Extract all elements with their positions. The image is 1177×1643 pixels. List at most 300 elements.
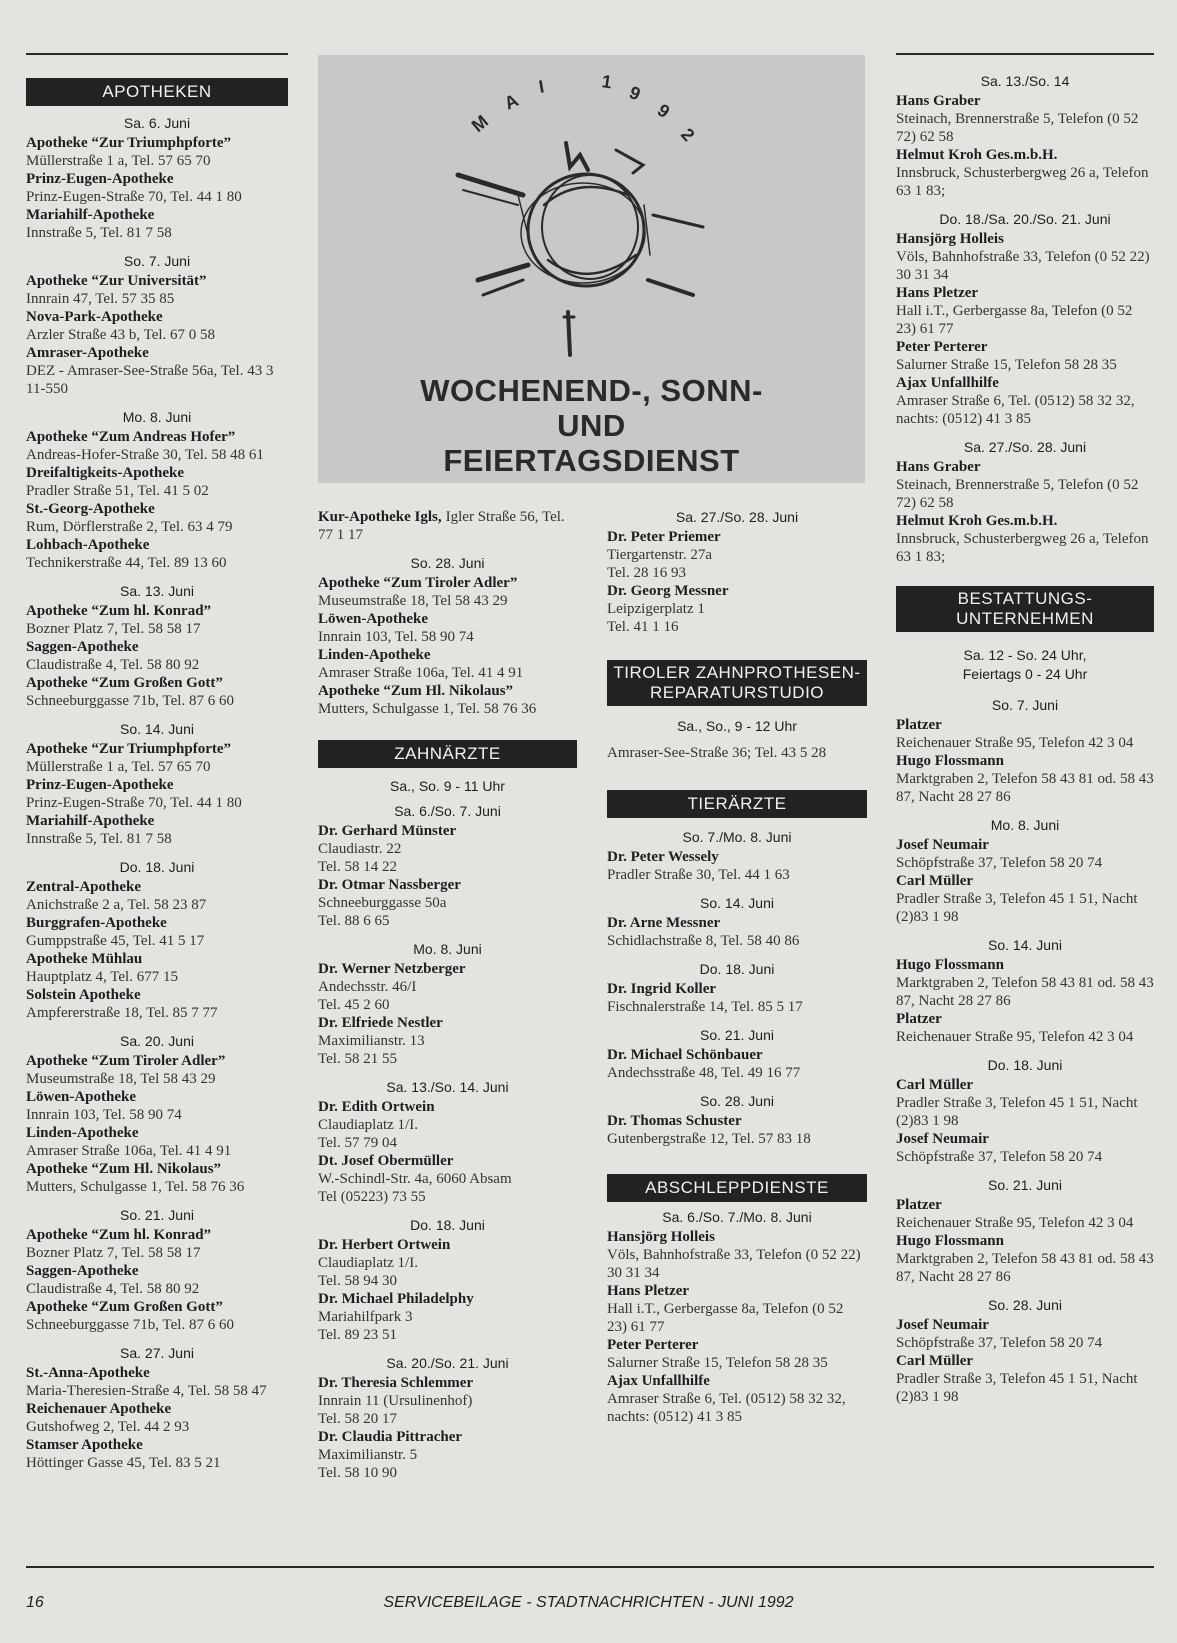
- entry-address: Ampfererstraße 18, Tel. 85 7 77: [26, 1005, 218, 1021]
- list-item: [26, 1226, 288, 1262]
- entry-name: Apotheke “Zum Großen Gott”: [26, 1299, 223, 1315]
- entry-name: Platzer: [896, 1011, 942, 1027]
- svg-text:9: 9: [626, 82, 644, 105]
- entry-address: Reichenauer Straße 95, Telefon 42 3 04: [896, 1215, 1134, 1231]
- entry-name: Apotheke “Zur Universität”: [26, 273, 207, 289]
- list-item: [26, 986, 288, 1022]
- list-item: [607, 1282, 867, 1336]
- entry-address: Hall i.T., Gerbergasse 8a, Telefon (0 52 23) 61 77: [607, 1301, 844, 1335]
- entry-name: Carl Müller: [896, 1353, 974, 1369]
- date-heading: Sa. 13. Juni: [120, 583, 194, 599]
- list-item: [896, 1076, 1154, 1130]
- entry-address: Hauptplatz 4, Tel. 677 15: [26, 969, 178, 985]
- entry-name: Ajax Unfallhilfe: [607, 1373, 710, 1389]
- entry-address: Andreas-Hofer-Straße 30, Tel. 58 48 61: [26, 447, 264, 463]
- list-item: [26, 344, 288, 398]
- entry-name: Helmut Kroh Ges.m.b.H.: [896, 147, 1058, 163]
- entry-address: Amraser Straße 106a, Tel. 41 4 91: [318, 665, 524, 681]
- entry-name: Apotheke “Zum Hl. Nikolaus”: [26, 1161, 222, 1177]
- zahnaerzte-hours: Sa., So. 9 - 11 Uhr: [390, 778, 505, 794]
- date-heading: Sa. 27. Juni: [120, 1345, 194, 1361]
- entry-name: Löwen-Apotheke: [318, 611, 429, 627]
- list-item: [896, 458, 1154, 512]
- entry-address: Höttinger Gasse 45, Tel. 83 5 21: [26, 1455, 221, 1471]
- date-group: [318, 1216, 577, 1344]
- date-group: [896, 72, 1154, 200]
- zahnprothesen-header-line-1: TIROLER ZAHNPROTHESEN-: [613, 663, 861, 682]
- list-item: [26, 464, 288, 500]
- list-item: [26, 308, 288, 344]
- list-item: [26, 1436, 288, 1472]
- tieraerzte-list: [607, 828, 867, 1148]
- date-group: [26, 252, 288, 398]
- list-item: [26, 1400, 288, 1436]
- list-item: [26, 914, 288, 950]
- apotheken-list: [26, 114, 288, 1472]
- bestattung-header-line-2: UNTERNEHMEN: [956, 609, 1094, 628]
- list-item: [896, 1316, 1154, 1352]
- banner-title-line-3: FEIERTAGSDIENST: [443, 443, 740, 478]
- list-item: [26, 878, 288, 914]
- entry-address: Prinz-Eugen-Straße 70, Tel. 44 1 80: [26, 795, 242, 811]
- entry-address: Amraser Straße 6, Tel. (0512) 58 32 32, nachts: (0512) 41 3 85: [896, 393, 1135, 427]
- date-heading: Mo. 8. Juni: [122, 409, 192, 425]
- date-group: [26, 408, 288, 572]
- entry-address: Marktgraben 2, Telefon 58 43 81 od. 58 43 87, Nacht 28 27 86: [896, 1251, 1154, 1285]
- entry-address: Andechsstraße 48, Tel. 49 16 77: [607, 1065, 801, 1081]
- entry-address: Claudiaplatz 1/I. Tel. 58 94 30: [318, 1255, 418, 1289]
- list-item: [26, 674, 288, 710]
- entry-name: Carl Müller: [896, 1077, 974, 1093]
- entry-address: Bozner Platz 7, Tel. 58 58 17: [26, 621, 201, 637]
- date-group: [607, 1092, 867, 1148]
- entry-address: Steinach, Brennerstraße 5, Telefon (0 52 72) 62 58: [896, 477, 1139, 511]
- entry-address: Salurner Straße 15, Telefon 58 28 35: [896, 357, 1117, 373]
- entry-name: Prinz-Eugen-Apotheke: [26, 171, 174, 187]
- list-item: [318, 682, 577, 718]
- date-group: [896, 210, 1154, 428]
- entry-name: Hugo Flossmann: [896, 1233, 1004, 1249]
- entry-name: Apotheke “Zur Triumphpforte”: [26, 135, 232, 151]
- entry-address: Gumppstraße 45, Tel. 41 5 17: [26, 933, 205, 949]
- date-heading: Do. 18./Sa. 20./So. 21. Juni: [939, 211, 1111, 227]
- apotheken-list-continued: [318, 554, 577, 718]
- entry-address: Amraser Straße 6, Tel. (0512) 58 32 32, nachts: (0512) 41 3 85: [607, 1391, 846, 1425]
- entry-address: Schneeburggasse 71b, Tel. 87 6 60: [26, 1317, 234, 1333]
- list-item: [896, 1352, 1154, 1406]
- entry-address: Technikerstraße 44, Tel. 89 13 60: [26, 555, 227, 571]
- entry-address: W.-Schindl-Str. 4a, 6060 Absam Tel (05223) 73 55: [318, 1171, 512, 1205]
- date-heading: Sa. 13./So. 14. Juni: [386, 1079, 509, 1095]
- entry-address: Claudistraße 4, Tel. 58 80 92: [26, 657, 200, 673]
- date-group: [607, 960, 867, 1016]
- entry-address: Mutters, Schulgasse 1, Tel. 58 76 36: [26, 1179, 245, 1195]
- list-item: [318, 574, 577, 610]
- bestattung-list: [896, 696, 1154, 1406]
- entry-address: Claudiastr. 22 Tel. 58 14 22: [318, 841, 402, 875]
- date-heading: Sa. 27./So. 28. Juni: [963, 439, 1087, 455]
- entry-name: Dr. Werner Netzberger: [318, 961, 466, 977]
- entry-address: Schöpfstraße 37, Telefon 58 20 74: [896, 1335, 1103, 1351]
- list-item: [896, 836, 1154, 872]
- entry-address: Tiergartenstr. 27a Tel. 28 16 93: [607, 547, 712, 581]
- list-item: [607, 1372, 867, 1426]
- date-group: [896, 696, 1154, 806]
- column-zahnaerzte: [318, 508, 577, 1492]
- column-tieraerzte: [607, 508, 867, 1436]
- entry-name: Hans Pletzer: [607, 1283, 690, 1299]
- entry-address: Reichenauer Straße 95, Telefon 42 3 04: [896, 1029, 1134, 1045]
- entry-address: Innstraße 5, Tel. 81 7 58: [26, 225, 172, 241]
- list-item: [896, 230, 1154, 284]
- entry-address: Völs, Bahnhofstraße 33, Telefon (0 52 22) 30 31 34: [896, 249, 1150, 283]
- entry-address: Arzler Straße 43 b, Tel. 67 0 58: [26, 327, 216, 343]
- entry-name: Dr. Michael Philadelphy: [318, 1291, 474, 1307]
- entry-address: Pradler Straße 3, Telefon 45 1 51, Nacht (2)83 1 98: [896, 891, 1138, 925]
- list-item: [896, 752, 1154, 806]
- entry-name: Dt. Josef Obermüller: [318, 1153, 454, 1169]
- entry-name: Amraser-Apotheke: [26, 345, 149, 361]
- entry-name: Hugo Flossmann: [896, 957, 1004, 973]
- entry-address: Innsbruck, Schusterbergweg 26 a, Telefon 63 1 83;: [896, 531, 1149, 565]
- top-rule-left: [26, 53, 288, 55]
- entry-name: Stamser Apotheke: [26, 1437, 143, 1453]
- list-item: [26, 1262, 288, 1298]
- entry-name: Nova-Park-Apotheke: [26, 309, 163, 325]
- entry-address: Salurner Straße 15, Telefon 58 28 35: [607, 1355, 828, 1371]
- logo-text: MAI 1992: [318, 55, 323, 56]
- entry-address: Innstraße 5, Tel. 81 7 58: [26, 831, 172, 847]
- list-item: [26, 776, 288, 812]
- bestattung-hours: [896, 646, 1154, 684]
- entry-address: Gutshofweg 2, Tel. 44 2 93: [26, 1419, 190, 1435]
- entry-address: Schneeburggasse 50a Tel. 88 6 65: [318, 895, 447, 929]
- entry-name: Saggen-Apotheke: [26, 1263, 139, 1279]
- entry-name: Lohbach-Apotheke: [26, 537, 150, 553]
- list-item: [26, 536, 288, 572]
- list-item: [26, 1088, 288, 1124]
- list-item: [896, 1130, 1154, 1166]
- bottom-rule: [26, 1566, 1154, 1568]
- list-item: [607, 914, 867, 950]
- list-item: [896, 512, 1154, 566]
- entry-name: Linden-Apotheke: [318, 647, 431, 663]
- svg-text:A: A: [501, 90, 522, 114]
- entry-name: Kur-Apotheke Igls,: [318, 509, 442, 525]
- entry-address: Museumstraße 18, Tel 58 43 29: [26, 1071, 216, 1087]
- date-heading: Sa. 20. Juni: [120, 1033, 194, 1049]
- entry-name: Apotheke “Zum Tiroler Adler”: [26, 1053, 226, 1069]
- date-group: [26, 582, 288, 710]
- date-heading: So. 28. Juni: [988, 1297, 1062, 1313]
- entry-address: Maximilianstr. 13 Tel. 58 21 55: [318, 1033, 425, 1067]
- entry-name: Josef Neumair: [896, 1317, 989, 1333]
- list-item: [318, 1014, 577, 1068]
- list-item: [26, 134, 288, 170]
- entry-name: St.-Anna-Apotheke: [26, 1365, 150, 1381]
- entry-address: Hall i.T., Gerbergasse 8a, Telefon (0 52 23) 61 77: [896, 303, 1133, 337]
- list-item: [26, 950, 288, 986]
- banner-title-line-2: UND: [557, 408, 626, 443]
- entry-address: Schöpfstraße 37, Telefon 58 20 74: [896, 1149, 1103, 1165]
- entry-name: Hansjörg Holleis: [607, 1229, 715, 1245]
- entry-name: Reichenauer Apotheke: [26, 1401, 172, 1417]
- date-heading: Do. 18. Juni: [410, 1217, 485, 1233]
- date-group: [607, 1026, 867, 1082]
- list-item: [318, 1236, 577, 1290]
- entry-name: Dr. Herbert Ortwein: [318, 1237, 451, 1253]
- entry-address: Anichstraße 2 a, Tel. 58 23 87: [26, 897, 207, 913]
- list-item: [318, 822, 577, 876]
- zahnaerzte-list-continued: [607, 508, 867, 636]
- entry-name: Ajax Unfallhilfe: [896, 375, 999, 391]
- date-group: [318, 554, 577, 718]
- entry-name: Josef Neumair: [896, 1131, 989, 1147]
- entry-name: Zentral-Apotheke: [26, 879, 141, 895]
- entry-name: Hansjörg Holleis: [896, 231, 1004, 247]
- date-heading: Sa. 20./So. 21. Juni: [386, 1355, 509, 1371]
- entry-name: Dreifaltigkeits-Apotheke: [26, 465, 185, 481]
- zahnprothesen-address: Amraser-See-Straße 36; Tel. 43 5 28: [607, 745, 827, 761]
- section-header-abschleppdienste: ABSCHLEPPDIENSTE: [607, 1174, 867, 1202]
- top-rule-right: [896, 53, 1154, 55]
- entry-name: Apotheke “Zum hl. Konrad”: [26, 1227, 212, 1243]
- list-item: [607, 1336, 867, 1372]
- entry-address: Marktgraben 2, Telefon 58 43 81 od. 58 43 87, Nacht 28 27 86: [896, 771, 1154, 805]
- list-item: [607, 582, 867, 636]
- list-item: [26, 1298, 288, 1334]
- entry-address: Schidlachstraße 8, Tel. 58 40 86: [607, 933, 800, 949]
- list-item: [896, 284, 1154, 338]
- date-group: [26, 1344, 288, 1472]
- entry-address: Museumstraße 18, Tel 58 43 29: [318, 593, 508, 609]
- entry-name: Hans Graber: [896, 459, 981, 475]
- date-heading: So. 14. Juni: [700, 895, 774, 911]
- list-item: [607, 848, 867, 884]
- entry-name: Platzer: [896, 1197, 942, 1213]
- entry-address: Innsbruck, Schusterbergweg 26 a, Telefon 63 1 83;: [896, 165, 1149, 199]
- entry-name: Apotheke Mühlau: [26, 951, 143, 967]
- date-heading: So. 21. Juni: [700, 1027, 774, 1043]
- entry-address: Innrain 11 (Ursulinenhof) Tel. 58 20 17: [318, 1393, 473, 1427]
- entry-name: Prinz-Eugen-Apotheke: [26, 777, 174, 793]
- entry-name: Hans Pletzer: [896, 285, 979, 301]
- abschleppdienste-list: [607, 1208, 867, 1426]
- svg-text:I: I: [537, 76, 546, 97]
- list-item: [26, 602, 288, 638]
- list-item: [318, 1374, 577, 1428]
- date-heading: Do. 18. Juni: [987, 1057, 1063, 1073]
- date-group: [896, 1056, 1154, 1166]
- list-item: [26, 638, 288, 674]
- entry-address: Mariahilfpark 3 Tel. 89 23 51: [318, 1309, 413, 1343]
- date-group: [26, 720, 288, 848]
- list-item: [896, 1010, 1154, 1046]
- entry-name: Dr. Peter Priemer: [607, 529, 721, 545]
- entry-address: Pradler Straße 30, Tel. 44 1 63: [607, 867, 790, 883]
- list-item: [318, 1152, 577, 1206]
- entry-name: Carl Müller: [896, 873, 974, 889]
- entry-name: Dr. Peter Wessely: [607, 849, 719, 865]
- entry-address: Rum, Dörflerstraße 2, Tel. 63 4 79: [26, 519, 233, 535]
- section-header-apotheken: APOTHEKEN: [26, 78, 288, 106]
- entry-address: Bozner Platz 7, Tel. 58 58 17: [26, 1245, 201, 1261]
- list-item: [896, 146, 1154, 200]
- entry-name: Dr. Otmar Nassberger: [318, 877, 461, 893]
- entry-name: Peter Perterer: [896, 339, 988, 355]
- entry-name: Peter Perterer: [607, 1337, 699, 1353]
- entry-name: Apotheke “Zum Andreas Hofer”: [26, 429, 236, 445]
- date-group: [896, 816, 1154, 926]
- entry-name: St.-Georg-Apotheke: [26, 501, 155, 517]
- list-item: [26, 206, 288, 242]
- list-item: [896, 1232, 1154, 1286]
- entry-name: Saggen-Apotheke: [26, 639, 139, 655]
- entry-name: Apotheke “Zum Tiroler Adler”: [318, 575, 518, 591]
- entry-name: Dr. Michael Schönbauer: [607, 1047, 763, 1063]
- date-heading: Sa. 6. Juni: [123, 115, 191, 131]
- list-item: [318, 876, 577, 930]
- list-item: [26, 170, 288, 206]
- entry-address: Reichenauer Straße 95, Telefon 42 3 04: [896, 735, 1134, 751]
- entry-name: Hugo Flossmann: [896, 753, 1004, 769]
- list-item: [26, 812, 288, 848]
- entry-name: Helmut Kroh Ges.m.b.H.: [896, 513, 1058, 529]
- banner-wochenenddienst: [318, 55, 865, 483]
- entry-address: Maria-Theresien-Straße 4, Tel. 58 58 47: [26, 1383, 267, 1399]
- entry-name: Mariahilf-Apotheke: [26, 207, 155, 223]
- date-group: [318, 802, 577, 930]
- entry-address: Pradler Straße 3, Telefon 45 1 51, Nacht (2)83 1 98: [896, 1095, 1138, 1129]
- list-item: [318, 960, 577, 1014]
- list-item: [26, 500, 288, 536]
- list-item: [26, 428, 288, 464]
- date-group: [607, 1208, 867, 1426]
- column-bestattung: [896, 72, 1154, 1416]
- list-item: [896, 374, 1154, 428]
- list-item: [26, 1160, 288, 1196]
- entry-name: Dr. Gerhard Münster: [318, 823, 457, 839]
- list-item: [318, 1290, 577, 1344]
- zahnaerzte-list: [318, 802, 577, 1482]
- section-header-tieraerzte: TIERÄRZTE: [607, 790, 867, 818]
- entry-address: Marktgraben 2, Telefon 58 43 81 od. 58 43 87, Nacht 28 27 86: [896, 975, 1154, 1009]
- date-group: [896, 936, 1154, 1046]
- date-group: [318, 1078, 577, 1206]
- date-heading: Do. 18. Juni: [119, 859, 195, 875]
- entry-address: DEZ - Amraser-See-Straße 56a, Tel. 43 3 11-550: [26, 363, 274, 397]
- page-number: 16: [26, 1594, 44, 1611]
- list-item: [896, 716, 1154, 752]
- entry-address: Innrain 47, Tel. 57 35 85: [26, 291, 175, 307]
- entry-name: Löwen-Apotheke: [26, 1089, 137, 1105]
- entry-name: Apotheke “Zum Hl. Nikolaus”: [318, 683, 514, 699]
- list-item: [607, 1112, 867, 1148]
- date-group: [607, 894, 867, 950]
- date-group: [607, 508, 867, 636]
- zahnprothesen-hours: Sa., So., 9 - 12 Uhr: [677, 718, 797, 734]
- list-item: [896, 956, 1154, 1010]
- entry-address: Fischnalerstraße 14, Tel. 85 5 17: [607, 999, 803, 1015]
- entry-address: Gutenbergstraße 12, Tel. 57 83 18: [607, 1131, 811, 1147]
- bestattung-header-line-1: BESTATTUNGS-: [957, 589, 1093, 608]
- entry-address: Innrain 103, Tel. 58 90 74: [318, 629, 474, 645]
- entry-address: Müllerstraße 1 a, Tel. 57 65 70: [26, 153, 211, 169]
- entry-name: Dr. Elfriede Nestler: [318, 1015, 443, 1031]
- bestattung-hours-line-1: Sa. 12 - So. 24 Uhr,: [963, 647, 1087, 663]
- date-heading: So. 21. Juni: [120, 1207, 194, 1223]
- date-group: [26, 1032, 288, 1196]
- list-item: [896, 872, 1154, 926]
- mai-1992-logo-icon: [318, 55, 865, 365]
- date-group: [318, 940, 577, 1068]
- list-item: [26, 1052, 288, 1088]
- entry-name: Hans Graber: [896, 93, 981, 109]
- date-heading: Sa. 6./So. 7. Juni: [394, 803, 501, 819]
- entry-kur-apotheke: [318, 508, 577, 544]
- entry-address: Mutters, Schulgasse 1, Tel. 58 76 36: [318, 701, 537, 717]
- date-heading: Sa. 27./So. 28. Juni: [675, 509, 799, 525]
- entry-address: Claudistraße 4, Tel. 58 80 92: [26, 1281, 200, 1297]
- date-group: [607, 828, 867, 884]
- entry-name: Apotheke “Zum hl. Konrad”: [26, 603, 212, 619]
- svg-text:9: 9: [653, 99, 674, 123]
- entry-address: Maximilianstr. 5 Tel. 58 10 90: [318, 1447, 418, 1481]
- list-item: [896, 1196, 1154, 1232]
- entry-address: Steinach, Brennerstraße 5, Telefon (0 52 72) 62 58: [896, 111, 1139, 145]
- date-group: [896, 1176, 1154, 1286]
- date-heading: So. 28. Juni: [700, 1093, 774, 1109]
- date-heading: So. 7. Juni: [123, 253, 191, 269]
- entry-address: Völs, Bahnhofstraße 33, Telefon (0 52 22) 30 31 34: [607, 1247, 861, 1281]
- list-item: [318, 646, 577, 682]
- entry-address: Pradler Straße 51, Tel. 41 5 02: [26, 483, 209, 499]
- list-item: [607, 1228, 867, 1282]
- entry-name: Burggrafen-Apotheke: [26, 915, 167, 931]
- entry-address: Leipzigerplatz 1 Tel. 41 1 16: [607, 601, 705, 635]
- date-heading: So. 14. Juni: [988, 937, 1062, 953]
- entry-address: Prinz-Eugen-Straße 70, Tel. 44 1 80: [26, 189, 242, 205]
- date-group: [26, 1206, 288, 1334]
- column-apotheken: [26, 78, 288, 1482]
- section-header-zahnaerzte: ZAHNÄRZTE: [318, 740, 577, 768]
- date-heading: So. 7. Juni: [991, 697, 1059, 713]
- list-item: [318, 1098, 577, 1152]
- svg-text:2: 2: [677, 124, 699, 146]
- list-item: [26, 1124, 288, 1160]
- list-item: [26, 272, 288, 308]
- entry-name: Dr. Theresia Schlemmer: [318, 1375, 474, 1391]
- date-group: [896, 1296, 1154, 1406]
- zahnprothesen-header-line-2: REPARATURSTUDIO: [649, 683, 825, 702]
- date-heading: Sa. 13./So. 14: [980, 73, 1070, 89]
- svg-text:M: M: [467, 111, 493, 137]
- entry-name: Apotheke “Zur Triumphpforte”: [26, 741, 232, 757]
- banner-title-line-1: WOCHENEND-, SONN-: [420, 373, 763, 408]
- date-heading: So. 21. Juni: [988, 1177, 1062, 1193]
- entry-address: Innrain 103, Tel. 58 90 74: [26, 1107, 182, 1123]
- list-item: [318, 610, 577, 646]
- banner-title: [318, 373, 865, 478]
- entry-name: Dr. Ingrid Koller: [607, 981, 717, 997]
- list-item: [26, 740, 288, 776]
- entry-name: Linden-Apotheke: [26, 1125, 139, 1141]
- section-header-bestattung: [896, 586, 1154, 632]
- entry-name: Dr. Edith Ortwein: [318, 1099, 435, 1115]
- date-group: [26, 114, 288, 242]
- entry-address: Pradler Straße 3, Telefon 45 1 51, Nacht (2)83 1 98: [896, 1371, 1138, 1405]
- date-heading: Sa. 6./So. 7./Mo. 8. Juni: [662, 1209, 812, 1225]
